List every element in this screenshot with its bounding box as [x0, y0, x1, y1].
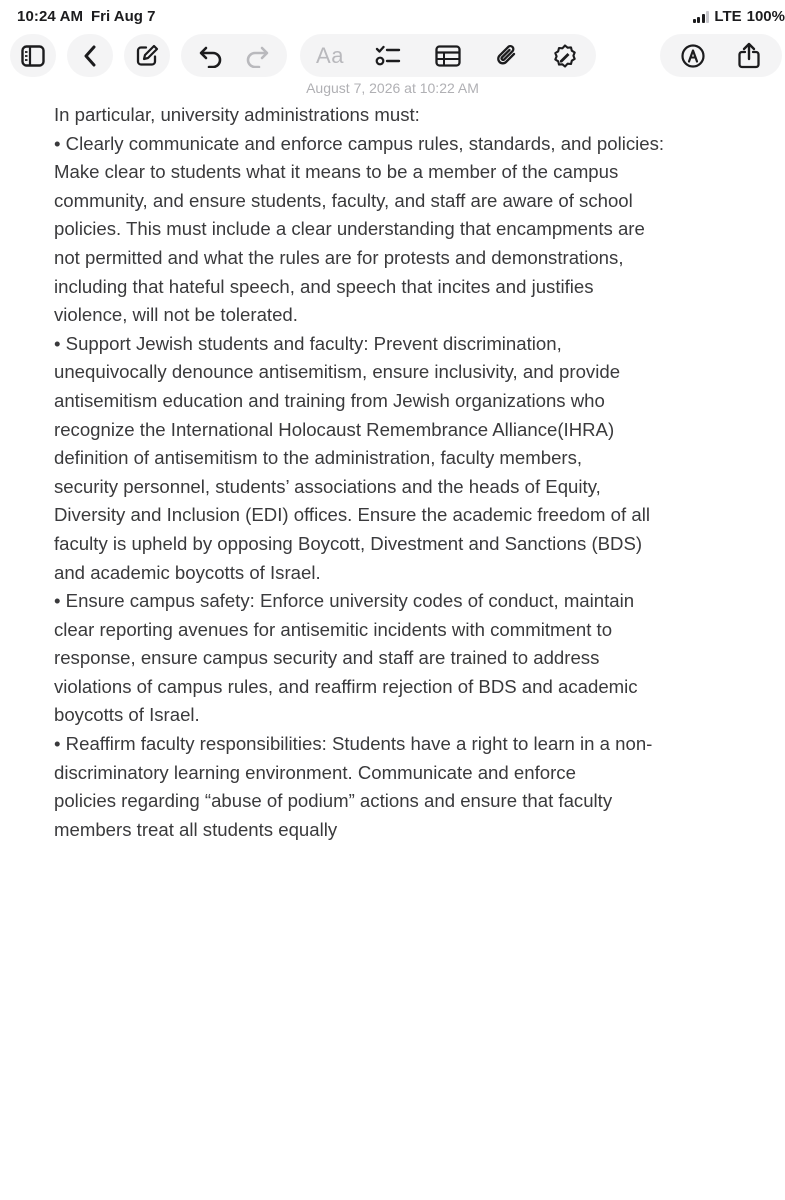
note-text-line: unequivocally denounce antisemitism, ensure inclusivity, and provide: [54, 361, 621, 383]
markup-icon: [552, 43, 578, 69]
undo-icon: [198, 44, 224, 68]
table-button[interactable]: [418, 34, 478, 77]
status-time: 10:24 AM: [17, 8, 84, 25]
network-type: LTE: [714, 8, 742, 25]
note-text-line: members treat all students equally: [54, 818, 338, 840]
share-button[interactable]: [721, 34, 777, 77]
right-tools-group: [660, 34, 782, 77]
paperclip-icon: [496, 43, 518, 69]
toolbar: [0, 34, 785, 78]
note-text-line: discriminatory learning environment. Communicate and enforce: [54, 761, 576, 783]
note-text-line: response, ensure campus security and staff are trained to address: [54, 647, 600, 669]
sidebar-button[interactable]: [10, 34, 56, 77]
note-text-line: boycotts of Israel.: [54, 704, 200, 726]
markup-button[interactable]: [536, 34, 594, 77]
checklist-icon: [375, 44, 401, 68]
undo-button[interactable]: [188, 34, 234, 77]
redo-icon: [244, 44, 270, 68]
note-text-line: policies. This must include a clear understanding that encampments are: [54, 218, 645, 240]
note-text-line: recognize the International Holocaust Remembrance Alliance(IHRA): [54, 418, 615, 440]
note-text-line: clear reporting avenues for antisemitic incidents with commitment to: [54, 618, 613, 640]
note-text-line: In particular, university administrations must:: [54, 104, 420, 125]
sidebar-icon: [10, 34, 56, 77]
status-bar: [0, 0, 785, 34]
navigator-button[interactable]: [665, 34, 721, 77]
signal-strength-icon: [693, 11, 710, 23]
attach-button[interactable]: [478, 34, 536, 77]
note-text-line: faculty is upheld by opposing Boycott, Divestment and Sanctions (BDS): [54, 532, 643, 554]
battery-percent: 100%: [746, 8, 785, 25]
undo-redo-group: [181, 34, 287, 77]
note-text-line: definition of antisemitism to the administration, faculty members,: [54, 447, 583, 469]
note-text-line: • Ensure campus safety: Enforce university codes of conduct, maintain: [54, 590, 635, 612]
note-text-line: violations of campus rules, and reaffirm rejection of BDS and academic: [54, 675, 638, 697]
note-text-line: policies regarding “abuse of podium” actions and ensure that faculty: [54, 790, 613, 812]
table-icon: [435, 45, 461, 67]
back-button[interactable]: [67, 34, 113, 77]
compose-button[interactable]: [124, 34, 170, 77]
note-text-line: • Support Jewish students and faculty: Prevent discrimination,: [54, 332, 562, 354]
note-text-line: not permitted and what the rules are for protests and demonstrations,: [54, 246, 624, 268]
chevron-left-icon: [67, 34, 113, 77]
note-text-line: security personnel, students’ associations and the heads of Equity,: [54, 475, 601, 497]
note-text-line: Diversity and Inclusion (EDI) offices. Ensure the academic freedom of all: [54, 504, 650, 526]
note-text-line: community, and ensure students, faculty, and staff are aware of school: [54, 189, 633, 211]
note-body[interactable]: [54, 101, 754, 844]
note-text-line: and academic boycotts of Israel.: [54, 561, 321, 583]
note-text-line: violence, will not be tolerated.: [54, 304, 298, 326]
status-date: Fri Aug 7: [91, 8, 156, 25]
note-text-line: antisemitism education and training from Jewish organizations who: [54, 389, 605, 411]
note-text-line: Make clear to students what it means to be a member of the campus: [54, 161, 619, 183]
note-timestamp: August 7, 2026 at 10:22 AM: [306, 80, 479, 96]
redo-button[interactable]: [234, 34, 280, 77]
format-tools-group: [300, 34, 596, 77]
checklist-button[interactable]: [358, 34, 418, 77]
text-format-label: Aa: [316, 42, 344, 68]
status-indicators: [693, 8, 785, 25]
text-format-button[interactable]: [302, 34, 358, 77]
navigator-icon: [680, 43, 706, 69]
note-text-line: including that hateful speech, and speech that incites and justifies: [54, 275, 594, 297]
note-text-line: • Clearly communicate and enforce campus rules, standards, and policies:: [54, 132, 665, 154]
compose-icon: [124, 34, 170, 77]
note-text-line: • Reaffirm faculty responsibilities: Students have a right to learn in a non-: [54, 733, 653, 755]
share-icon: [737, 42, 761, 70]
